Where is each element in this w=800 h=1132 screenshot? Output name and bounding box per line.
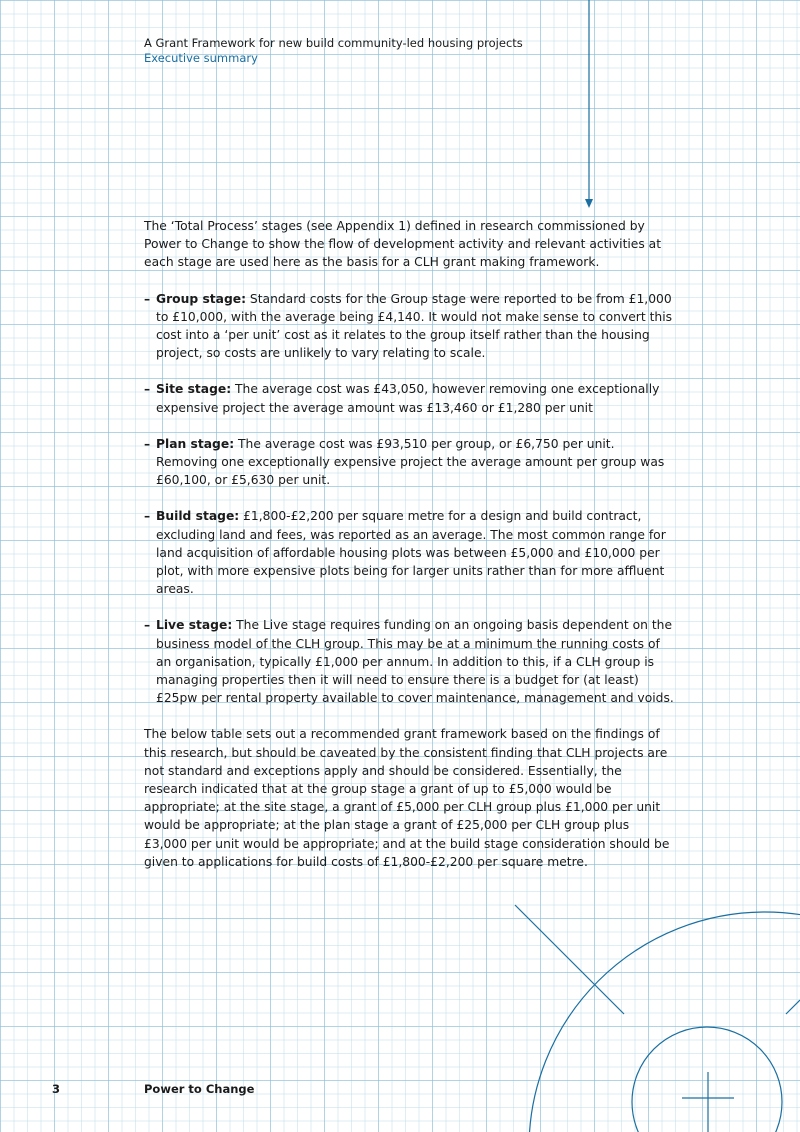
- bullet-dash: –: [144, 436, 151, 451]
- stage-item-build: [144, 507, 674, 598]
- page-number: 3: [52, 1082, 61, 1096]
- bullet-dash: –: [144, 618, 151, 633]
- stage-label: Live stage:: [156, 618, 233, 633]
- stage-text: The average cost was £93,510 per group, or £6,750 per unit. Removing one exceptionally expensive project the average amount per group was £60,100, or £5,630 per unit.: [156, 436, 665, 488]
- diagonal-line-right: [786, 1000, 800, 1014]
- stage-label: Group stage:: [156, 291, 246, 306]
- stage-item-group: [144, 290, 674, 363]
- diagonal-line: [515, 905, 624, 1014]
- intro-paragraph: The ‘Total Process’ stages (see Appendix 1) defined in research commissioned by Power to Change to show the flow of development activity and relevant activities at each stage are used here as the basis for a CLH grant making framework.: [144, 219, 662, 270]
- stage-text: Standard costs for the Group stage were reported to be from £1,000 to £10,000, with the average being £4,140. It would not make sense to convert this cost into a ‘per unit’ cost as it relates to the group itself rather than the housing project, so costs are unlikely to vary relating to scale.: [156, 291, 673, 361]
- stage-label: Build stage:: [156, 509, 240, 524]
- arrow-head: [585, 199, 593, 208]
- stage-label: Site stage:: [156, 382, 232, 397]
- stage-item-live: [144, 616, 674, 707]
- large-circle: [529, 912, 800, 1132]
- stage-list: [144, 290, 674, 708]
- bullet-dash: –: [144, 509, 151, 524]
- section-title: Executive summary: [144, 51, 258, 65]
- stage-label: Plan stage:: [156, 436, 235, 451]
- document-title: A Grant Framework for new build community-led housing projects: [144, 36, 523, 50]
- stage-text: The Live stage requires funding on an ongoing basis dependent on the business model of the CLH group. This may be at a minimum the running costs of an organisation, typically £1,000 per annum. In addition to this, if a CLH group is managing properties then it will need to ensure there is a budget for (at least) £25pw per rental property available to cover maintenance, management and voids.: [156, 618, 674, 706]
- stage-text: The average cost was £43,050, however removing one exceptionally expensive project the average amount was £13,460 or £1,280 per unit: [156, 382, 660, 415]
- small-circle: [632, 1027, 782, 1132]
- stage-item-plan: [144, 435, 674, 490]
- main-content: [144, 217, 674, 871]
- bullet-dash: –: [144, 382, 151, 397]
- bullet-dash: –: [144, 291, 151, 306]
- conclusion-paragraph: The below table sets out a recommended grant framework based on the findings of this research, but should be caveated by the consistent finding that CLH projects are not standard and exceptions apply and should be considered. Essentially, the research indicated that at the group stage a grant of up to £5,000 would be appropriate; at the site stage, a grant of £5,000 per CLH group plus £1,000 per unit would be appropriate; at the plan stage a grant of £25,000 per CLH group plus £3,000 per unit would be appropriate; and at the build stage consideration should be given to applications for build costs of £1,800-£2,200 per square metre.: [144, 727, 670, 869]
- stage-item-site: [144, 380, 674, 416]
- stage-text: £1,800-£2,200 per square metre for a design and build contract, excluding land and fees, was reported as an average. The most common range for land acquisition of affordable housing plots was between £5,000 and £10,000 per plot, with more expensive plots being for larger units rather than for more affluent areas.: [156, 509, 666, 597]
- page-header: [144, 36, 523, 66]
- footer-organisation: Power to Change: [144, 1082, 255, 1096]
